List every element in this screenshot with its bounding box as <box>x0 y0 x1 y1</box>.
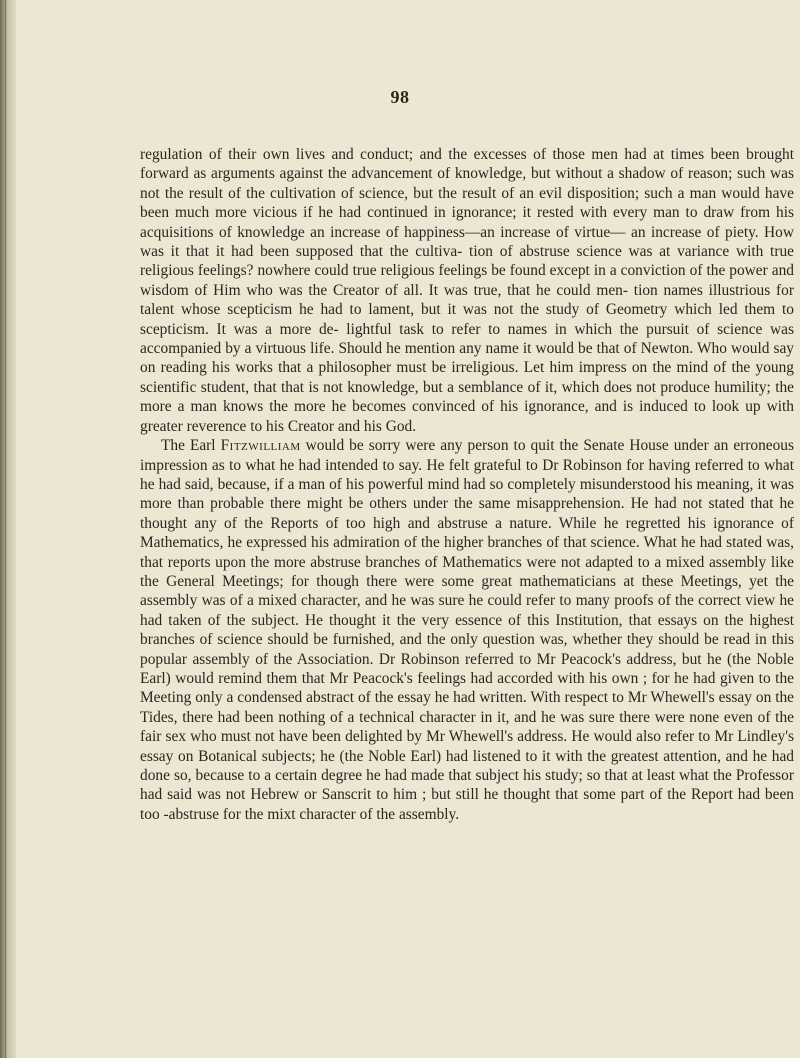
page-binding-edge <box>0 0 16 1058</box>
paragraph-2 <box>140 436 794 824</box>
paragraph-2-lead: The Earl <box>161 437 221 455</box>
body-text <box>140 145 794 824</box>
binding-line <box>5 0 6 1058</box>
paragraph-2-text: would be sorry were any person to quit the Senate House under an erroneous impression as to what he had intended to say. He felt grateful to Dr Robinson for having referred to what he had said, because, if a man of his powerful mind had so completely misunderstood his meaning, it was more than probable there might be others under the same misapprehension. He had not stated that he thought any of the Reports of too high and abstruse a nature. While he regretted his ignorance of Mathematics, he expressed his admiration of the higher branches of that science. What he had stated was, that reports upon the more abstruse branches of Mathematics were not adapted to a mixed assembly like the General Meetings; for though there were some great mathematicians at these Meetings, yet the assembly was of a mixed character, and he was sure he could refer to many proofs of the correct view he had taken of the subject. He thought it the very essence of this Institution, that essays on the highest branches of science should be furnished, and the only question was, whether they should be read in this popular assembly of the Association. Dr Robinson referred to Mr Peacock's address, but he (the Noble Earl) would remind them that Mr Peacock's feelings had accorded with his own ; for he had given to the Meeting only a condensed abstract of the essay he had written. With respect to Mr Whewell's essay on the Tides, there had been nothing of a technical character in it, and he was sure there were none even of the fair sex who must not have been delighted by Mr Whewell's address. He would also refer to Mr Lindley's essay on Botanical subjects; he (the Noble Earl) had listened to it with the greatest attention, and he had done so, because to a certain degree he had made that subject his study; so that at least what the Professor had said was not Hebrew or Sanscrit to him ; but still he thought that some part of the Report had been too -abstruse for the mixt character of the assembly. <box>140 437 794 823</box>
paragraph-1: regulation of their own lives and conduct; and the excesses of those men had at times been brought forward as arguments against the advancement of knowledge, but without a shadow of reason; such was not the result of the cultivation of science, but the result of an evil disposition; such a man would have been much more vicious if he had continued in ignorance; it rested with every man to draw from his acquisitions of knowledge an increase of happiness—an increase of virtue— an increase of piety. How was it that it had been supposed that the cultiva- tion of abstruse science was at variance with true religious feelings? nowhere could true religious feelings be found except in a conviction of the power and wisdom of Him who was the Creator of all. It was true, that he could men- tion names illustrious for talent whose scepticism he had to lament, but it was not the study of Geometry which led them to scepticism. It was a more de- lightful task to refer to names in which the pursuit of science was accompanied by a virtuous life. Should he mention any name it would be that of Newton. Who would say on reading his works that a philosopher must be irreligious. Let him impress on the mind of the young scientific student, that that is not knowledge, but a semblance of it, which does not produce humility; the more a man knows the more he becomes convinced of his ignorance, and is induced to look up with greater reverence to his Creator and his God. <box>140 146 794 435</box>
speaker-name: Fitzwilliam <box>220 437 301 455</box>
page-number: 98 <box>390 87 410 107</box>
